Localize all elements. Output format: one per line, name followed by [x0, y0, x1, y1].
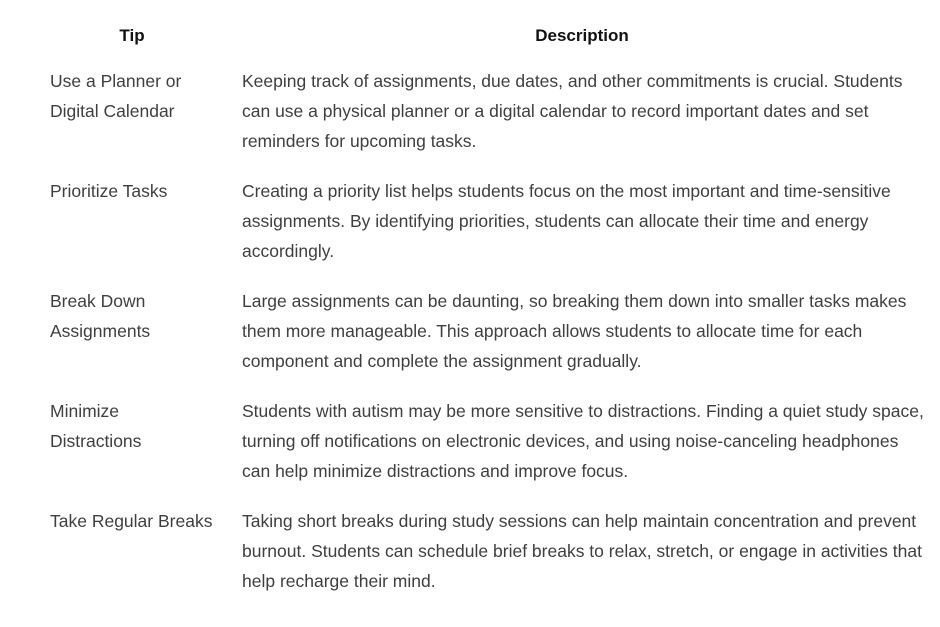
description-cell: Taking short breaks during study sessions can help maintain concentration and prevent burnout. Students can schedule brief breaks to relax, stretch, or engage in activities that help recharge their mind. — [242, 511, 922, 591]
table-row — [36, 176, 936, 286]
description-cell: Creating a priority list helps students focus on the most important and time-sensitive assignments. By identifying priorities, students can allocate their time and energy accordingly. — [242, 181, 891, 261]
table-row — [36, 286, 936, 396]
description-cell: Large assignments can be daunting, so breaking them down into smaller tasks makes them more manageable. This approach allows students to allocate time for each component and complete the assignment gradually. — [242, 291, 907, 371]
header-tip: Tip — [119, 26, 145, 45]
description-cell: Students with autism may be more sensitive to distractions. Finding a quiet study space, turning off notifications on electronic devices, and using noise-canceling headphones can help minimize distractions and improve focus. — [242, 401, 924, 481]
table-row — [36, 66, 936, 176]
header-row — [36, 14, 936, 66]
table-row — [36, 396, 936, 506]
tip-cell: Prioritize Tasks — [50, 181, 168, 201]
tip-cell: Use a Planner or Digital Calendar — [50, 71, 182, 121]
tip-cell: Take Regular Breaks — [50, 511, 213, 531]
tips-table — [36, 14, 936, 616]
table-row — [36, 506, 936, 616]
tip-cell: Break Down Assignments — [50, 291, 151, 341]
tip-cell: Minimize Distractions — [50, 401, 142, 451]
header-description: Description — [535, 26, 629, 45]
table-body — [36, 66, 936, 616]
table-header — [36, 14, 936, 66]
description-cell: Keeping track of assignments, due dates, and other commitments is crucial. Students can use a physical planner or a digital calendar to record important dates and set reminders for upcoming tasks. — [242, 71, 903, 151]
